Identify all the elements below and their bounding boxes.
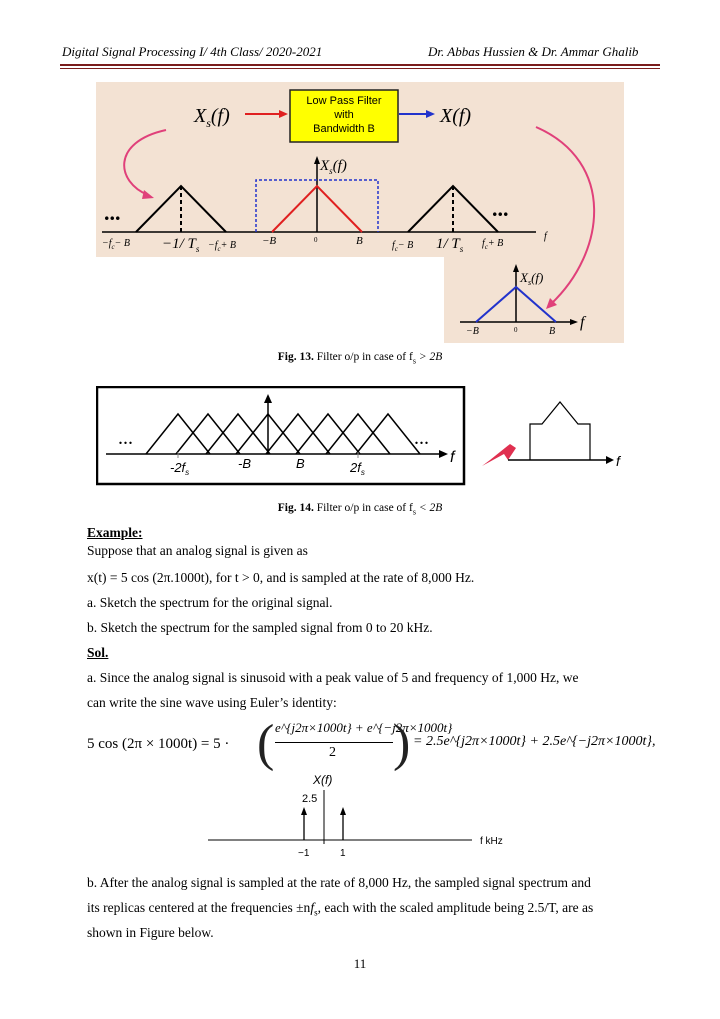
solution-heading: Sol.	[87, 645, 109, 660]
filter-line-2: with	[334, 109, 354, 121]
fig13-out-pos-B: B	[549, 326, 556, 337]
fig13-out-zero: 0	[514, 326, 518, 334]
fig13-spectrum-label: $X_s(f)$	[320, 158, 347, 176]
equation-right-paren: )	[393, 715, 411, 772]
figure-13	[96, 82, 628, 344]
fig13-caption: Fig. 13. Filter o/p in case of $f_s > 2B$	[277, 351, 443, 366]
fig13-axis-f: f	[544, 231, 547, 242]
equation-lhs: 5 cos (2π × 1000t) = 5 ·	[87, 736, 230, 752]
tick-neg-inv-Ts: −1/ $T_s$	[162, 236, 200, 254]
fig13-out-f: f	[580, 314, 585, 331]
plot-impulse-neg-head	[301, 807, 307, 815]
fig13-out-neg-B: −B	[466, 326, 479, 337]
page-number: 11	[353, 956, 367, 971]
figure-14	[96, 386, 466, 486]
filter-line-3: Bandwidth B	[313, 123, 375, 135]
fig14-red-arrow	[482, 444, 516, 466]
plot-impulse-pos-head	[340, 807, 346, 815]
tick-fc-plus-B: $f_c+ B$	[482, 238, 504, 251]
tick-fc-minus-B: $f_c- B$	[392, 240, 414, 253]
equation-numerator: e^{j2π×1000t} + e^{−j2π×1000t}	[275, 720, 453, 735]
solution-line-3: b. After the analog signal is sampled at the rate of 8,000 Hz, the sampled signal spectrum and	[87, 875, 591, 890]
fig13-dots-left: ...	[104, 200, 121, 225]
tick-zero: 0	[314, 236, 318, 244]
tick-neg-fc-plus-B: $-f_c+ B$	[208, 240, 236, 253]
fig14-result-arrowhead	[606, 456, 614, 464]
plot-xlabel: f kHz	[480, 836, 503, 847]
tick-neg-B: −B	[262, 235, 277, 247]
fig14-dots-left: ...	[118, 427, 133, 449]
fig14-result-f: f	[616, 453, 620, 469]
fig14-result-spectrum	[530, 402, 590, 460]
tick-pos-B: B	[356, 235, 363, 247]
example-heading: Example:	[87, 525, 143, 540]
solution-line-2: can write the sine wave using Euler’s identity:	[87, 695, 337, 710]
equation-left-paren: (	[257, 715, 275, 772]
plot-pos-tick: 1	[340, 848, 346, 859]
equation-denominator: 2	[329, 745, 336, 760]
fig13-output-label: X(f)	[440, 105, 472, 127]
header-rule-thin	[60, 68, 660, 69]
figure-14-result	[476, 380, 626, 490]
fig14-label-neg-2fs: $-2f_s$	[170, 460, 190, 477]
example-line-1: Suppose that an analog signal is given as	[87, 543, 308, 558]
fig13-out-spectrum-label: $X_s(f)$	[520, 270, 544, 287]
fig14-axis-f: f	[450, 449, 455, 466]
fig14-label-pos-B: B	[296, 456, 305, 471]
header-left: Digital Signal Processing I/ 4th Class/ 2020-2021	[62, 44, 323, 59]
equation-rhs: = 2.5e^{j2π×1000t} + 2.5e^{−j2π×1000t},	[413, 734, 656, 749]
fig14-label-pos-2fs: $2f_s$	[350, 460, 365, 477]
solution-line-5: shown in Figure below.	[87, 925, 214, 940]
spectrum-plot	[200, 772, 520, 864]
euler-equation	[87, 715, 656, 772]
tick-inv-Ts: 1/ $T_s$	[436, 236, 464, 254]
example-line-4: b. Sketch the spectrum for the sampled signal from 0 to 20 kHz.	[87, 620, 433, 635]
example-line-2: x(t) = 5 cos (2π.1000t), for t > 0, and is sampled at the rate of 8,000 Hz.	[87, 570, 475, 585]
plot-ylabel: X(f)	[313, 773, 333, 787]
plot-neg-tick: −1	[298, 848, 310, 859]
solution-line-1: a. Since the analog signal is sinusoid with a peak value of 5 and frequency of 1,000 Hz, we	[87, 670, 579, 685]
equation-fraction-bar	[275, 742, 393, 743]
filter-line-1: Low Pass Filter	[306, 95, 382, 107]
fig13-dots-right: ...	[492, 196, 509, 221]
header-right: Dr. Abbas Hussien & Dr. Ammar Ghalib	[428, 44, 639, 59]
tick-neg-fc-minus-B: $-f_c- B$	[102, 238, 130, 251]
plot-amplitude-label: 2.5	[302, 793, 318, 805]
fig13-input-label: $X_s(f)$	[194, 105, 230, 130]
fig14-caption: Fig. 14. Filter o/p in case of $f_s < 2B$	[277, 502, 443, 517]
fig14-label-neg-B: -B	[238, 456, 251, 471]
example-line-3: a. Sketch the spectrum for the original signal.	[87, 595, 333, 610]
header-rule-thick	[60, 64, 660, 66]
solution-line-4: its replicas centered at the frequencies $\pm nf_s$, each with the scaled amplitude being 2.5/T, are as	[87, 900, 594, 918]
fig14-dots-right: ...	[414, 427, 429, 449]
